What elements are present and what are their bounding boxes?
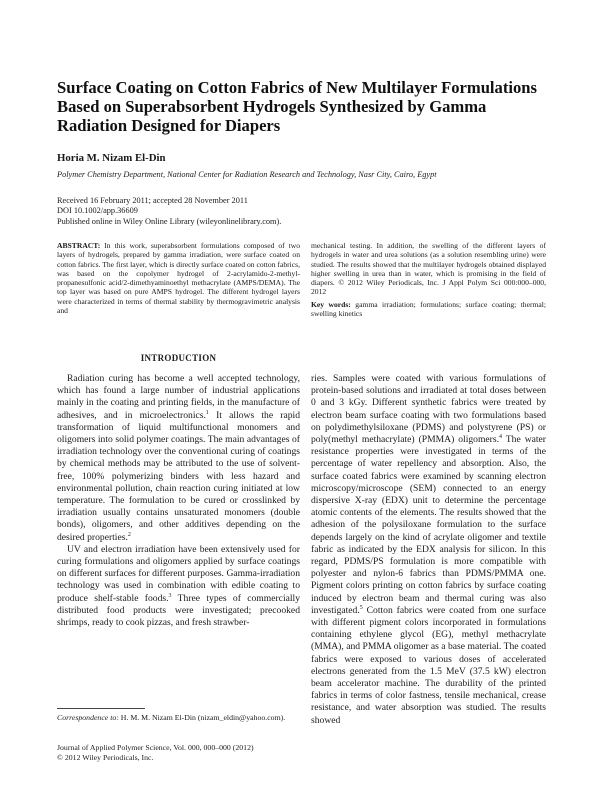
footnote-rule — [57, 708, 145, 709]
abstract-left — [57, 241, 300, 315]
doi: DOI 10.1002/app.36609 — [57, 206, 138, 216]
intro-paragraph-2 — [57, 544, 300, 629]
article-title: Surface Coating on Cotton Fabrics of New Multilayer Formulations Based on Superabsorbent Hydrogels Synthesized by Gamma Radiation Designed for Diapers — [57, 78, 537, 135]
intro-p3-text-b: The water resistance properties were investigated in terms of the percentage of water repellency and absorption. Also, the surface coated fabrics were examined by scanning electron microscopy/microscope (SEM) connected to an energy dispersive X-ray (EDX) unit to determine the percentage atomic contents of the elements. The results showed that the adhesion of the polysiloxane formulation to the surface depends largely on the kind of acrylate oligomer and textile fabric as indicated by the EDX analysis for silicon. In this regard, PDMS/PS formulation is more compatible with polyester and nylon-6 fabrics than PDMS/PMMA one. Pigment colors printing on cotton fabrics by surface coating induced by electron beam and thermal curing was also investigated. — [311, 434, 546, 616]
section-heading-introduction: INTRODUCTION — [140, 353, 217, 363]
reference-2[interactable]: 2 — [127, 531, 131, 538]
reference-4[interactable]: 4 — [499, 433, 503, 440]
keywords-text: gamma irradiation; formulations; surface coating; thermal; swelling kinetics — [311, 299, 546, 318]
intro-p3-text-c: Cotton fabrics were coated from one surface with different pigment colors incorporated in formulations containing ethylene glycol (EG), methyl methacrylate (MMA), and PMMA oligomer as a base material. The coated fabrics were exposed to various doses of accelerated electrons generated from the 1.5 MeV (37.5 kW) electron beam accelerator machine. The durability of the printed fabrics in terms of color fastness, tensile mechanical, crease resistance, and water absorption was studied. The results showed — [311, 604, 546, 726]
author-name: Horia M. Nizam El-Din — [57, 152, 166, 164]
keywords — [311, 300, 546, 319]
keywords-label: Key words: — [311, 299, 351, 309]
received-date: Received 16 February 2011; accepted 28 November 2011 — [57, 196, 248, 205]
journal-citation: Journal of Applied Polymer Science, Vol. 000, 000–000 (2012) — [57, 743, 254, 752]
journal-copyright: © 2012 Wiley Periodicals, Inc. — [57, 753, 154, 762]
reference-5[interactable]: 5 — [359, 604, 363, 611]
correspondence-label: Correspondence to: — [57, 713, 119, 722]
correspondence-text[interactable]: H. M. M. Nizam El-Din (nizam_eldin@yahoo.com). — [118, 713, 286, 722]
abstract-text-left: In this work, superabsorbent formulations composed of two layers of hydrogels, prepared by gamma irradiation, were surface coated on cotton fabrics. The first layer, which is directly surface coated on cotton fabrics, was based on the copolymer hydrogel of 2-acrylamido-2-methyl-propanesulfonic acid/2-dimethyaminoethyl methacrylate (AMPS/DEMA). The top layer was based on pure AMPS hydrogel. The different hydrogel layers were characterized in terms of thermal stability by thermogravimetric analysis and — [57, 241, 300, 315]
abstract-right — [311, 241, 546, 318]
correspondence-note — [57, 713, 300, 723]
article-dates — [57, 196, 281, 227]
abstract-copyright: © 2012 Wiley Periodicals, Inc. J Appl Polym Sci 000:000–000, 2012 — [311, 278, 546, 297]
intro-paragraph-1 — [57, 373, 300, 544]
intro-p1-text-b: It allows the rapid transformation of liquid multifunctional monomers and oligomers into solid polymer coatings. The main advantages of irradiation technology over the conventional curing of coatings by chemical methods may be attributed to the use of solvent-free, 100% polymerizing binders with less hazard and environmental pollution, chain reaction curing initiated at low temperature. The formulation to be cured or crosslinked by irradiation usually contains unsaturated monomers (double bonds), oligomers, and other additives depending on the desired properties. — [57, 409, 300, 543]
abstract-label: ABSTRACT: — [57, 241, 101, 250]
intro-p1-text-a: Radiation curing has become a well accepted technology, which has found a large number of industrial applications mainly in the coating and printing fields, in the manufacture of adhesives, and in microelectronics. — [57, 373, 300, 421]
left-column — [57, 373, 300, 629]
intro-paragraph-3 — [311, 373, 546, 727]
intro-p3-text-a: ries. Samples were coated with various formulations of protein-based solutions and irradiated at total doses between 0 and 3 kGy. Different synthetic fabrics were treated by electron beam surface coating with two formulations based on polydimethylsiloxane (PDMS) and polystyrene (PS) or poly(methyl methacrylate) (PMMA) oligomers. — [311, 373, 546, 446]
right-column — [311, 373, 546, 727]
author-affiliation: Polymer Chemistry Department, National Center for Radiation Research and Technology, Nasr City, Cairo, Egypt — [57, 170, 437, 179]
abstract-text-right: mechanical testing. In addition, the swelling of the different layers of hydrogels in water and urea solutions (as a solution resembling urine) were studied. The results showed that the multilayer hydrogels obtained displayed higher swelling in urea than in water, which is promising in the field of diapers. — [311, 241, 546, 287]
reference-3[interactable]: 3 — [168, 592, 172, 599]
published-online: Published online in Wiley Online Library (wileyonlinelibrary.com). — [57, 216, 282, 226]
intro-p2-text-b: Three types of commercially distributed food products were investigated; precooked shrimps, ready to cook pizzas, and fresh strawber- — [57, 592, 300, 629]
journal-info — [57, 743, 300, 763]
intro-p2-text-a: UV and electron irradiation have been extensively used for curing formulations and oligomers applied by surface coatings on different surfaces for different purposes. Gamma-irradiation technology was used in combination with edible coating to produce shelf-stable foods. — [57, 543, 300, 604]
reference-1[interactable]: 1 — [205, 409, 209, 416]
